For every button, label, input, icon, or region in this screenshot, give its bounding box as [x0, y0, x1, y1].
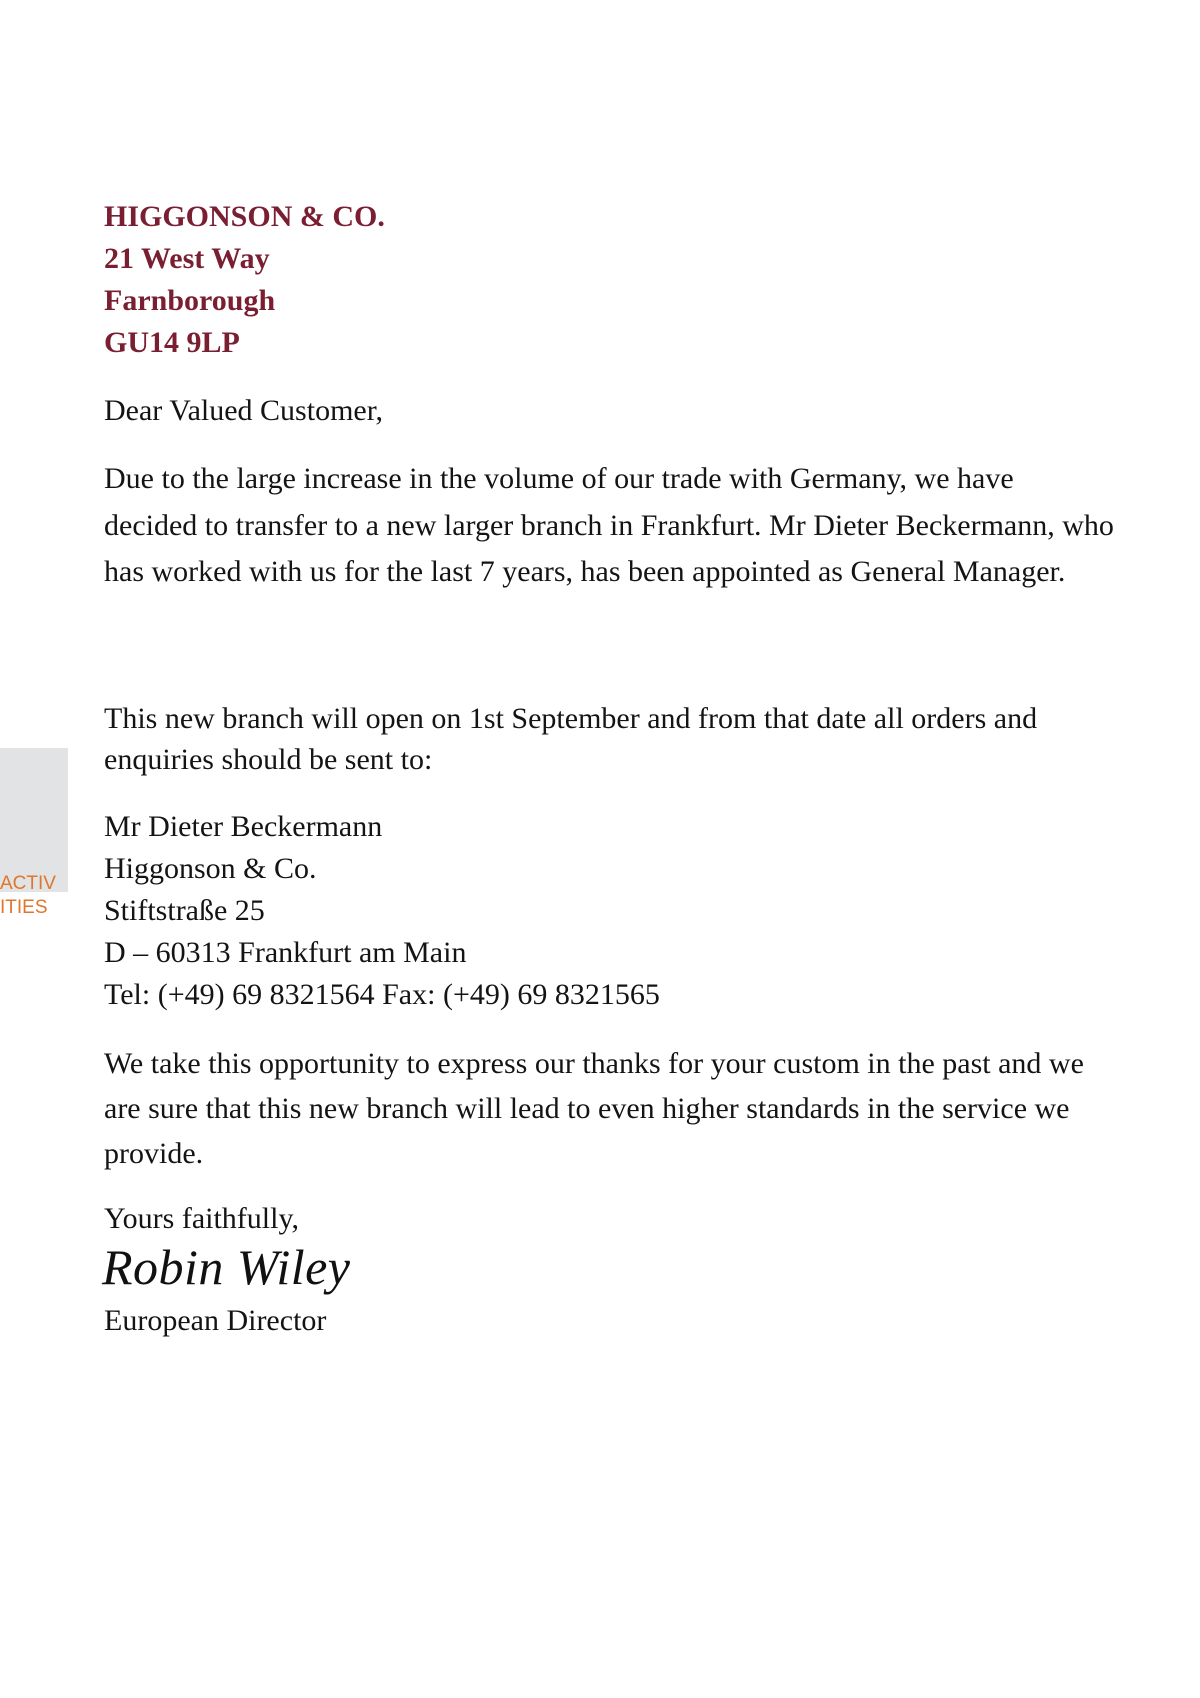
- sender-company: HIGGONSON & CO.: [104, 200, 385, 233]
- address-contact: Tel: (+49) 69 8321564 Fax: (+49) 69 8321565: [104, 978, 660, 1011]
- paragraph-opening: This new branch will open on 1st September and from that date all orders and enquiries should be sent to:: [104, 702, 1038, 776]
- letter: [102, 196, 1114, 1337]
- closing: Yours faithfully,: [104, 1202, 300, 1235]
- salutation: Dear Valued Customer,: [104, 394, 384, 427]
- address-company: Higgonson & Co.: [104, 852, 317, 885]
- paragraph-thanks: We take this opportunity to express our thanks for your custom in the past and we are sure that this new branch will lead to even higher standards in the service we provide.: [104, 1047, 1084, 1170]
- sender-town: Farnborough: [104, 284, 276, 317]
- signatory-title: European Director: [104, 1304, 327, 1337]
- paragraph-transfer: Due to the large increase in the volume of our trade with Germany, we have decided to transfer to a new larger branch in Frankfurt. Mr Dieter Beckermann, who has worked with us for the last 7 years, has been appointed as General Manager.: [104, 462, 1114, 588]
- address-city: D – 60313 Frankfurt am Main: [104, 936, 467, 969]
- sender-postcode: GU14 9LP: [104, 326, 240, 359]
- side-tab: [0, 748, 68, 892]
- sender-address: [104, 196, 1114, 364]
- address-name: Mr Dieter Beckermann: [104, 810, 383, 843]
- signature: Robin Wiley: [102, 1239, 351, 1295]
- sender-street: 21 West Way: [104, 242, 270, 275]
- side-tab-label: ACTIVITIES: [0, 873, 56, 918]
- new-branch-address: [104, 806, 660, 1016]
- address-street: Stiftstraße 25: [104, 894, 265, 927]
